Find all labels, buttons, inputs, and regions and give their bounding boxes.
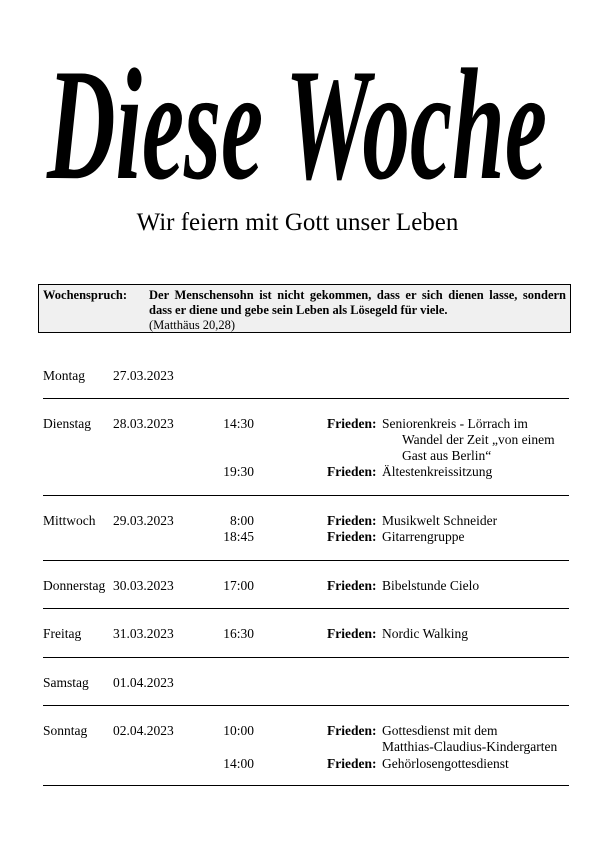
title-text: Diese Woche [46, 35, 547, 200]
event-line: Bibelstunde Cielo [382, 578, 480, 593]
day-date: 29.03.2023 [113, 513, 174, 528]
day-name: Dienstag [43, 416, 91, 431]
subtitle: Wir feiern mit Gott unser Leben [136, 209, 459, 236]
event-description [382, 416, 572, 464]
event-time: 8:00 [229, 513, 254, 528]
day-date: 27.03.2023 [113, 368, 174, 383]
event-time: 19:30 [223, 464, 254, 479]
divider [43, 785, 569, 786]
day-name: Freitag [43, 626, 82, 641]
divider [43, 705, 569, 706]
event-line: Nordic Walking [382, 626, 469, 641]
day-name: Sonntag [43, 723, 88, 738]
day-date: 30.03.2023 [113, 578, 174, 593]
event-time: 14:30 [223, 416, 254, 431]
divider [43, 657, 569, 658]
event-location: Frieden: [327, 513, 377, 528]
event-line: Musikwelt Schneider [382, 513, 498, 528]
event-time: 10:00 [223, 723, 254, 738]
event-description [382, 626, 572, 642]
title-wordart [0, 0, 595, 200]
event-line: Matthias-Claudius-Kindergarten [382, 739, 558, 754]
event-line: Gehörlosengottesdienst [382, 756, 509, 771]
wochenspruch-box [38, 284, 571, 333]
divider [43, 495, 569, 496]
day-name: Donnerstag [43, 578, 106, 593]
event-description [382, 578, 572, 594]
event-line: Wandel der Zeit „von einem [402, 432, 555, 447]
event-time: 14:00 [223, 756, 254, 771]
event-description [382, 723, 572, 755]
divider [43, 608, 569, 609]
event-location: Frieden: [327, 416, 377, 431]
event-time: 18:45 [223, 529, 254, 544]
wochenspruch-label: Wochenspruch: [43, 288, 128, 302]
event-line: Ältestenkreissitzung [382, 464, 493, 479]
wochenspruch-text: Der Menschensohn ist nicht gekommen, dass er sich dienen lasse, sondern dass er diene und gebe sein Leben als Lösegeld für viele. [149, 288, 566, 317]
divider [43, 560, 569, 561]
event-time: 16:30 [223, 626, 254, 641]
event-line: Gitarrengruppe [382, 529, 465, 544]
event-location: Frieden: [327, 529, 377, 544]
wochenspruch-reference: (Matthäus 20,28) [149, 318, 236, 332]
day-date: 02.04.2023 [113, 723, 174, 738]
day-date: 31.03.2023 [113, 626, 174, 641]
event-line: Gottesdienst mit dem [382, 723, 498, 738]
event-description [382, 464, 572, 480]
day-date: 28.03.2023 [113, 416, 174, 431]
day-name: Montag [43, 368, 85, 383]
event-description [382, 513, 572, 529]
event-description [382, 756, 572, 772]
event-line: Gast aus Berlin“ [402, 448, 492, 463]
event-line: Seniorenkreis - Lörrach im [382, 416, 528, 431]
event-description [382, 529, 572, 545]
divider [43, 398, 569, 399]
event-location: Frieden: [327, 723, 377, 738]
day-date: 01.04.2023 [113, 675, 174, 690]
event-location: Frieden: [327, 626, 377, 641]
event-location: Frieden: [327, 756, 377, 771]
day-name: Mittwoch [43, 513, 96, 528]
event-location: Frieden: [327, 464, 377, 479]
event-location: Frieden: [327, 578, 377, 593]
page-title [0, 0, 595, 200]
event-time: 17:00 [223, 578, 254, 593]
day-name: Samstag [43, 675, 89, 690]
